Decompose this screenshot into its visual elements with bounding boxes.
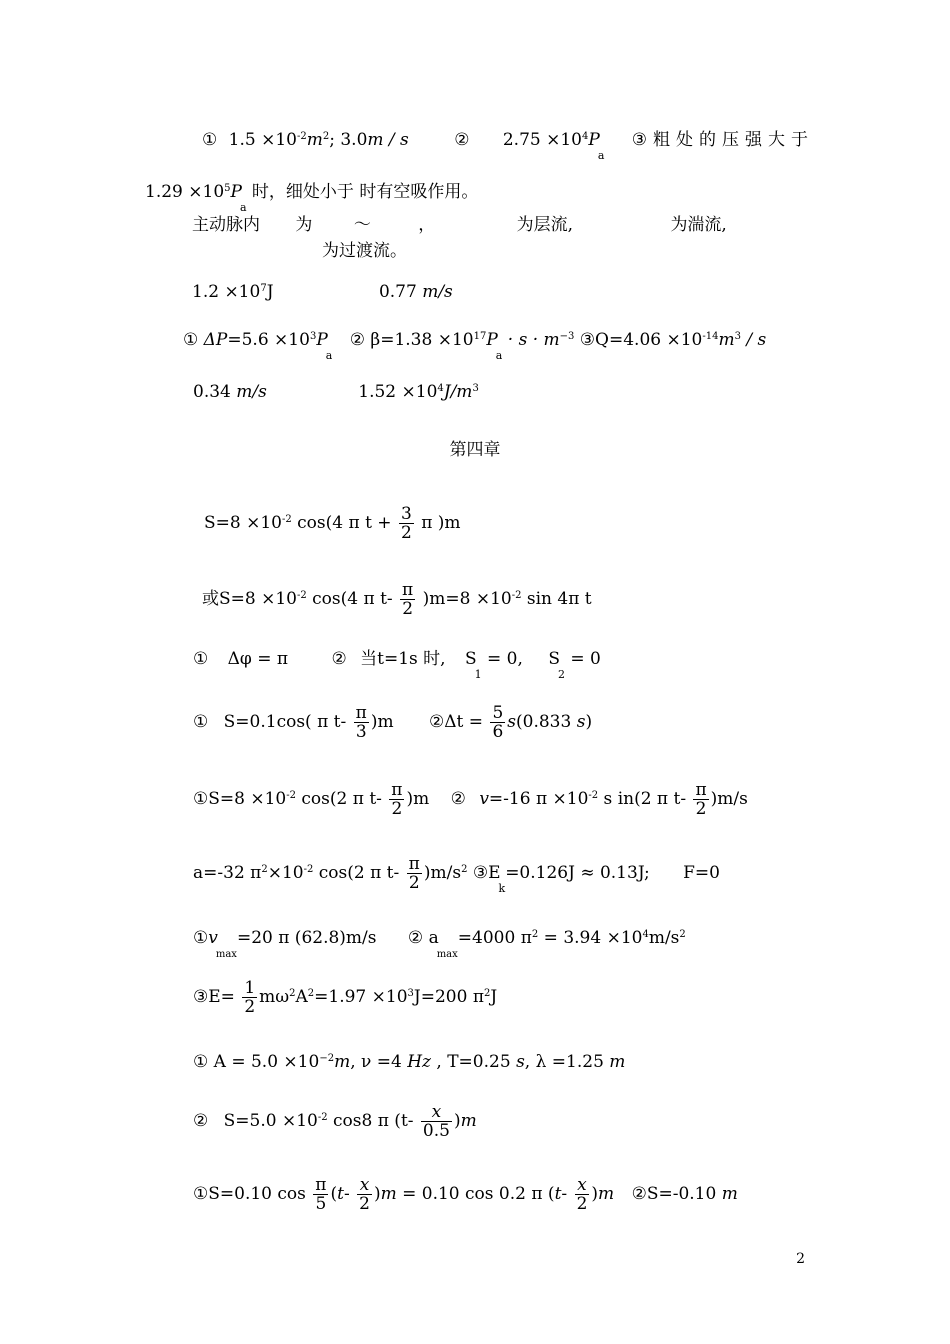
fraction: $\frac{\pi}{2}$ [408,854,420,893]
fraction: $\frac{\pi}{3}$ [355,703,367,742]
answer-line-3: 主动脉内 为 ～ ， 为层流, 为湍流, [192,215,727,235]
fraction: $\frac{x}{2}$ [576,1175,588,1214]
answer-line-6: ① $\Delta P=5.6 \times 10^3P_a$ ② $\beta=1.38 \times 10^{17}P_a \cdot s \cdot m^{-3}$ ③Q=4.06 $\times 10^{-14}m^3 / s$ [183,330,767,362]
fraction: $\frac{x}{0.5}$ [422,1102,450,1141]
answer-line-11: ① S=0.1cos( π t- $\frac{\pi}{3}$ )m ②Δt = $\frac{5}{6}$ s(0.833 s) [193,703,593,742]
answer-line-12: ①S=8 $\times 10^{-2}$ cos(2 π t- $\frac{\pi}{2}$ )m ② v=-16 $\pi \times 10^{-2}$ s in(2 π t- $\frac{\pi}{2}$ )m/s [193,780,748,819]
fraction: $\frac{\pi}{2}$ [402,580,414,619]
answer-line-17: ② $S=5.0 \times 10^{-2}$ cos8 π (t- $\frac{x}{0.5}$ )m [193,1102,477,1141]
answer-line-5: $1.2 \times 10^7J$ 0.77 m/s [192,282,453,302]
fraction: $\frac{3}{2}$ [400,504,412,543]
circled-1: ① [202,130,218,150]
page-number: 2 [796,1251,805,1267]
answer-line-10: ① Δφ = π ② 当t=1s 时, $S_1 = 0$, $S_2 = 0$ [193,649,601,681]
fraction: $\frac{\pi}{5}$ [315,1175,327,1214]
answer-line-4: 为过渡流。 [322,241,407,261]
answer-line-7: 0.34 m/s $1.52 \times 10^4J/m^3$ [193,382,479,402]
answer-line-15: ③E= $\frac{1}{2}$ $m\omega^2A^2=1.97 \times 10^3J=200$ $\pi^2J$ [193,978,498,1017]
answer-line-14: $①v_{max}=20$ π (62.8)m/s ② $a_{max}=4000$ $\pi^2 = 3.94 \times 10^4m/s^2$ [193,928,686,960]
answer-line-18: ①S=0.10 cos $\frac{\pi}{5}$ (t- $\frac{x}{2}$ )m = 0.10 cos 0.2 π (t- $\frac{x}{2}$ )m ②S=-0.10 m [193,1175,738,1214]
fraction: $\frac{x}{2}$ [359,1175,370,1214]
fraction: $\frac{1}{2}$ [244,978,256,1017]
fraction: $\frac{\pi}{2}$ [391,780,403,819]
answer-line-2: $1.29 \times 10^5P_a$ 时，细处小于 时有空吸作用。 [145,182,479,214]
answer-line-8: $S=8 \times 10^{-2}$ cos(4 π t + $\frac{3}{2}$ π )m [204,504,461,543]
fraction: $\frac{5}{6}$ [492,703,504,742]
circled-2: ② [454,130,470,150]
answer-line-1: ① $1.5 \times 10^{-2}m^2$; 3.0m / s ② $2.75 \times 10^4P_a$ ③粗处的压强大于 [202,130,815,162]
chapter-heading: 第四章 [449,440,501,460]
answer-line-16: ① $A = 5.0 \times 10^{-2}m$, ν =4 Hz , T=0.25 s, λ =1.25 m [193,1052,626,1072]
answer-line-9: 或$S=8 \times 10^{-2}$ cos(4 π t- $\frac{\pi}{2}$ )$m=8 \times 10^{-2}$ sin 4π t [202,580,592,619]
answer-line-13: a=-32 $\pi^2\times 10^{-2}$ cos(2 π t- $\frac{\pi}{2}$ )$m/s^2$ $③E_k=0.126J \approx 0.13J$; F=0 [193,854,720,895]
fraction: $\frac{\pi}{2}$ [695,780,707,819]
